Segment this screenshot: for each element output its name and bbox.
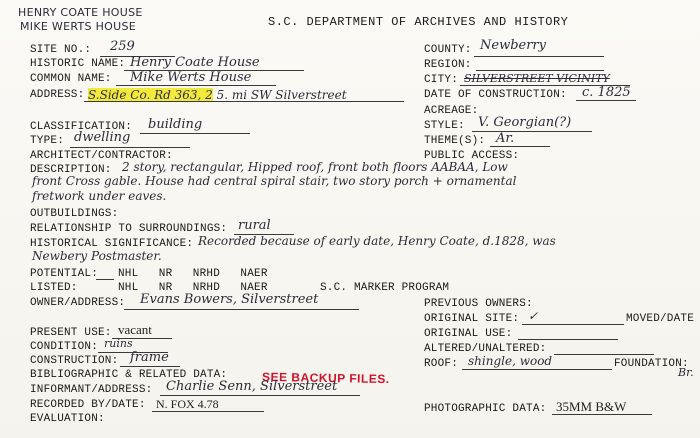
significance-line-1: Recorded because of early date, Henry Coate, d.1828, was (198, 234, 556, 248)
classification-label: CLASSIFICATION: (30, 121, 133, 133)
construction-line (120, 366, 180, 367)
county-label: COUNTY: (424, 44, 472, 56)
page-title: S.C. DEPARTMENT OF ARCHIVES AND HISTORY (268, 15, 569, 29)
classification-value: building (148, 117, 203, 132)
listed-codes: NHL NR NRHD NAER (118, 282, 268, 294)
photographic-value: 35MM B&W (556, 399, 627, 414)
foundation-value: Br. (678, 366, 694, 379)
recorded-line (152, 411, 264, 412)
photographic-line (552, 414, 652, 415)
description-line-1: 2 story, rectangular, Hipped roof, front both floors AABAA, Low (122, 160, 508, 174)
significance-line-2: Newbery Postmaster. (32, 249, 162, 263)
address-line (84, 101, 404, 102)
type-label: TYPE: (30, 135, 65, 147)
date-line (576, 100, 636, 101)
address-rest: 5. mi SW Silverstreet (216, 88, 347, 102)
potential-blank (96, 279, 114, 280)
biblio-label: BIBLIOGRAPHIC & RELATED DATA: (30, 369, 228, 381)
acreage-label: ACREAGE: (424, 105, 479, 117)
original-site-line (522, 324, 624, 325)
handwritten-name-2: MIKE WERTS HOUSE (20, 20, 136, 33)
informant-value: Charlie Senn, Silverstreet (166, 379, 338, 394)
common-name-value: Mike Werts House (130, 70, 252, 85)
original-site-value: ✓ (528, 309, 539, 323)
original-site-label: ORIGINAL SITE: (424, 313, 520, 325)
marker-program-label: S.C. MARKER PROGRAM (320, 282, 450, 294)
original-use-line (518, 339, 618, 340)
theme-value: Ar. (496, 131, 515, 146)
recorded-label: RECORDED BY/DATE: (30, 399, 146, 411)
date-value: c. 1825 (582, 85, 631, 100)
recorded-value: N. FOX 4.78 (156, 397, 219, 411)
city-value: SILVERSTREET VICINITY (464, 72, 610, 85)
relationship-label: RELATIONSHIP TO SURROUNDINGS: (30, 223, 228, 235)
owner-value: Evans Bowers, Silverstreet (140, 292, 319, 307)
owner-label: OWNER/ADDRESS: (30, 297, 126, 309)
site-no-label: SITE NO.: (30, 44, 92, 56)
common-name-label: COMMON NAME: (30, 73, 112, 85)
present-use-label: PRESENT USE: (30, 327, 112, 339)
evaluation-label: EVALUATION: (30, 413, 105, 425)
foundation-label: FOUNDATION: (614, 358, 689, 370)
classification-line (140, 133, 250, 134)
photographic-label: PHOTOGRAPHIC DATA: (424, 403, 547, 415)
city-label: CITY: (424, 74, 459, 86)
listed-label: LISTED: (30, 282, 78, 294)
outbuildings-label: OUTBUILDINGS: (30, 208, 119, 220)
roof-label: ROOF: (424, 358, 459, 370)
potential-codes: NHL NR NRHD NAER (118, 268, 268, 280)
style-line (472, 131, 592, 132)
construction-value: frame (130, 350, 169, 365)
description-label: DESCRIPTION: (30, 164, 112, 176)
common-name-line (116, 85, 276, 86)
condition-label: CONDITION: (30, 341, 99, 353)
site-no-value: 259 (110, 39, 135, 54)
county-value: Newberry (480, 38, 546, 53)
address-highlight: S.Side Co. Rd 363, 2 (88, 88, 213, 102)
original-use-label: ORIGINAL USE: (424, 328, 513, 340)
style-value: V. Georgian(?) (478, 115, 572, 130)
region-line (476, 70, 604, 71)
informant-line (160, 395, 360, 396)
theme-label: THEME(S): (424, 135, 486, 147)
relationship-value: rural (238, 218, 271, 233)
description-line-3: fretwork under eaves. (32, 189, 167, 203)
significance-label: HISTORICAL SIGNIFICANCE: (30, 238, 194, 250)
biblio-value: SEE BACKUP FILES. (261, 369, 390, 387)
roof-value: shingle, wood (468, 354, 553, 368)
date-label: DATE OF CONSTRUCTION: (424, 89, 567, 101)
informant-label: INFORMANT/ADDRESS: (30, 384, 153, 396)
address-value (88, 88, 347, 102)
altered-line (554, 354, 654, 355)
moved-date-label: MOVED/DATE (626, 313, 695, 325)
public-access-label: PUBLIC ACCESS: (424, 150, 520, 162)
type-value: dwelling (74, 130, 131, 145)
historic-name-value: Henry Coate House (130, 55, 260, 70)
construction-label: CONSTRUCTION: (30, 355, 119, 367)
historic-name-label: HISTORIC NAME: (30, 58, 126, 70)
condition-value: ruins (104, 337, 133, 350)
theme-line (490, 146, 550, 147)
present-use-value: vacant (118, 322, 152, 337)
previous-owners-label: PREVIOUS OWNERS: (424, 298, 533, 310)
roof-line (462, 369, 612, 370)
potential-label: POTENTIAL: (30, 268, 99, 280)
county-line (474, 56, 604, 57)
style-label: STYLE: (424, 120, 465, 132)
architect-label: ARCHITECT/CONTRACTOR: (30, 150, 173, 162)
address-label: ADDRESS: (30, 89, 85, 101)
type-line (70, 147, 190, 148)
description-line-2: front Cross gable. House had central spiral stair, two story porch + ornamental (32, 174, 517, 188)
region-label: REGION: (424, 59, 472, 71)
owner-line (124, 309, 359, 310)
altered-label: ALTERED/UNALTERED: (424, 343, 547, 355)
handwritten-name-1: HENRY COATE HOUSE (18, 6, 143, 19)
